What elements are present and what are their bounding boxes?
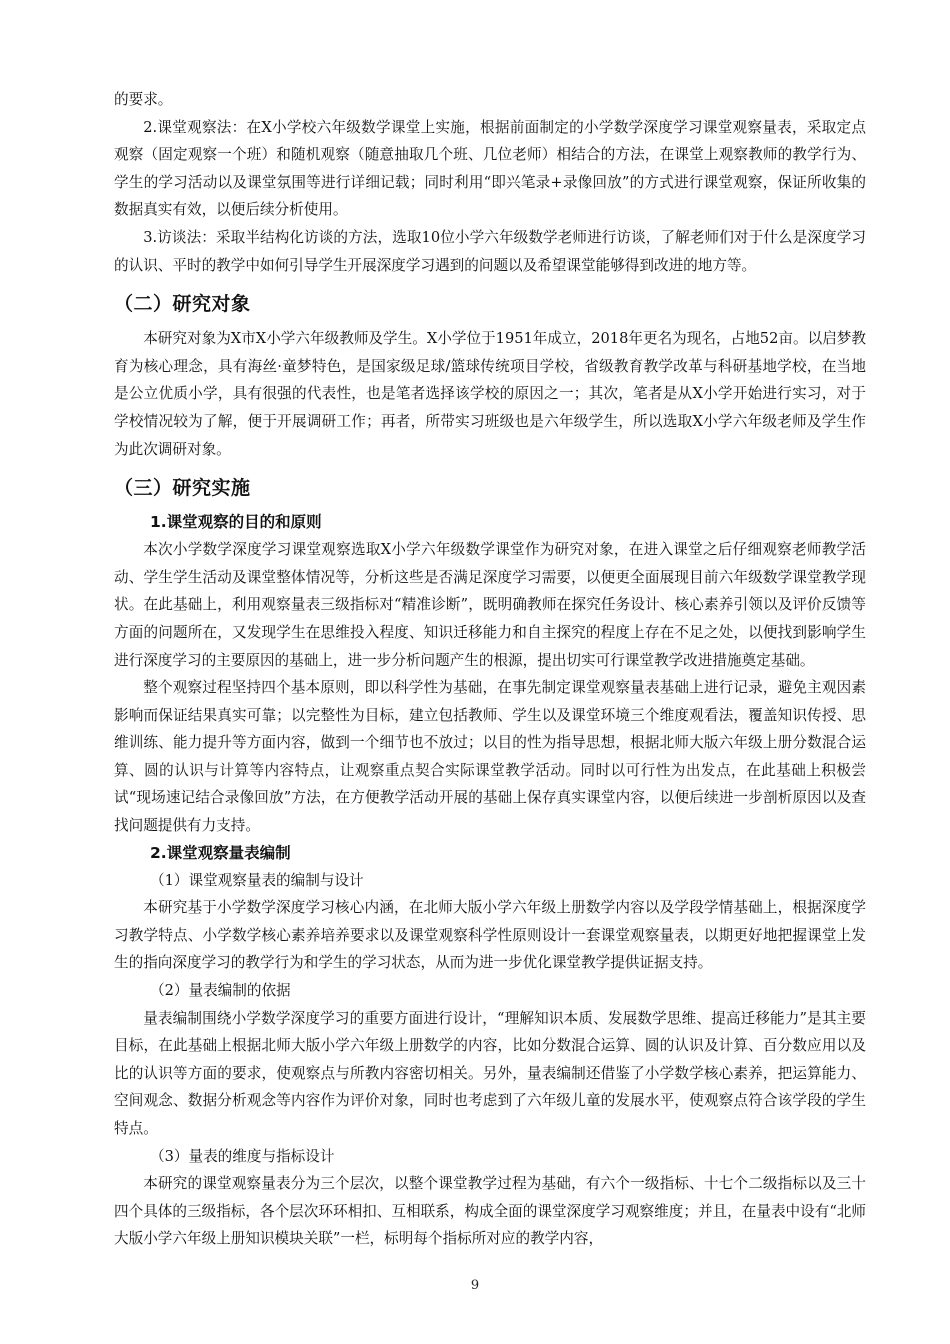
- page-number: 9: [470, 1278, 480, 1293]
- subheading-scale-compilation: 2.课堂观察量表编制: [150, 843, 291, 862]
- section-heading-research-implementation: （三）研究实施: [114, 477, 251, 500]
- paragraph-classroom-observation-method: 2.课堂观察法：在X小学校六年级数学课堂上实施，根据前面制定的小学数学深度学习课堂观察量表，采取定点观察（固定观察一个班）和随机观察（随意抽取几个班、几位老师）相结合的方法，在课堂上观察教师的教学行为、学生的学习活动以及课堂氛围等进行详细记载；同时利用“即兴笔录+录像回放”的方式进行课堂观察，保证所收集的数据真实有效，以便后续分析使用。: [114, 118, 866, 219]
- paragraph-research-subjects: 本研究对象为X市X小学六年级教师及学生。X小学位于1951年成立，2018年更名为现名，占地52亩。以启梦教育为核心理念，具有海丝·童梦特色，是国家级足球/篮球传统项目学校，省级教育教学改革与科研基地学校，在当地是公立优质小学，具有很强的代表性，也是笔者选择该学校的原因之一；其次，笔者是从X小学开始进行实习，对于学校情况较为了解，便于开展调研工作；再者，所带实习班级也是六年级学生，所以选取X小学六年级老师及学生作为此次调研对象。: [114, 330, 866, 458]
- paragraph-observation-principles: 整个观察过程坚持四个基本原则，即以科学性为基础，在事先制定课堂观察量表基础上进行记录，避免主观因素影响而保证结果真实可靠；以完整性为目标，建立包括教师、学生以及课堂环境三个维度观看法，覆盖知识传授、思维训练、能力提升等方面内容，做到一个细节也不放过；以目的性为指导思想，根据北师大版六年级上册分数混合运算、圆的认识与计算等内容特点，让观察重点契合实际课堂教学活动。同时以可行性为出发点，在此基础上积极尝试“现场速记结合录像回放”方法，在方便教学活动开展的基础上保存真实课堂内容，以便后续进一步剖析原因以及查找问题提供有力支持。: [114, 679, 866, 835]
- item-heading-scale-basis: （2）量表编制的依据: [150, 982, 291, 1000]
- paragraph-scale-dimensions: 本研究的课堂观察量表分为三个层次，以整个课堂教学过程为基础，有六个一级指标、十七个二级指标以及三十四个具体的三级指标，各个层次环环相扣、互相联系，构成全面的课堂深度学习观察维度；并且，在量表中设有“北师大版小学六年级上册知识模块关联”一栏，标明每个指标所对应的教学内容，: [114, 1175, 866, 1248]
- paragraph-interview-method: 3.访谈法：采取半结构化访谈的方法，选取10位小学六年级数学老师进行访谈，了解老师们对于什么是深度学习的认识、平时的教学中如何引导学生开展深度学习遇到的问题以及希望课堂能够得到改进的地方等。: [114, 228, 866, 274]
- paragraph-scale-basis: 量表编制围绕小学数学深度学习的重要方面进行设计，“理解知识本质、发展数学思维、提高迁移能力”是其主要目标，在此基础上根据北师大版小学六年级上册数学的内容，比如分数混合运算、圆的认识及计算、百分数应用以及比的认识等方面的要求，使观察点与所教内容密切相关。另外，量表编制还借鉴了小学数学核心素养，把运算能力、空间观念、数据分析观念等内容作为评价对象，同时也考虑到了六年级儿童的发展水平，使观察点符合该学段的学生特点。: [114, 1009, 866, 1137]
- section-heading-research-subjects: （二）研究对象: [114, 293, 251, 316]
- item-heading-scale-design: （1）课堂观察量表的编制与设计: [150, 871, 364, 889]
- paragraph-continuation: 的要求。: [114, 91, 173, 108]
- paragraph-observation-purpose: 本次小学数学深度学习课堂观察选取X小学六年级数学课堂作为研究对象，在进入课堂之后仔细观察老师教学活动、学生学生活动及课堂整体情况等，分析这些是否满足深度学习需要，以便更全面展现目前六年级数学课堂教学现状。在此基础上，利用观察量表三级指标对“精准诊断”，既明确教师在探究任务设计、核心素养引领以及评价反馈等方面的问题所在，又发现学生在思维投入程度、知识迁移能力和自主探究的程度上存在不足之处，以便找到影响学生进行深度学习的主要原因的基础上，进一步分析问题产生的根源，提出切实可行课堂教学改进措施奠定基础。: [114, 541, 866, 669]
- item-heading-scale-dimensions: （3）量表的维度与指标设计: [150, 1147, 335, 1165]
- paragraph-scale-design: 本研究基于小学数学深度学习核心内涵，在北师大版小学六年级上册数学内容以及学段学情基础上，根据深度学习教学特点、小学数学核心素养培养要求以及课堂观察科学性原则设计一套课堂观察量表，以期更好地把握课堂上发生的指向深度学习的教学行为和学生的学习状态，从而为进一步优化课堂教学提供证据支持。: [114, 899, 866, 972]
- document-page: [114, 86, 866, 1253]
- subheading-observation-purpose: 1.课堂观察的目的和原则: [150, 513, 322, 532]
